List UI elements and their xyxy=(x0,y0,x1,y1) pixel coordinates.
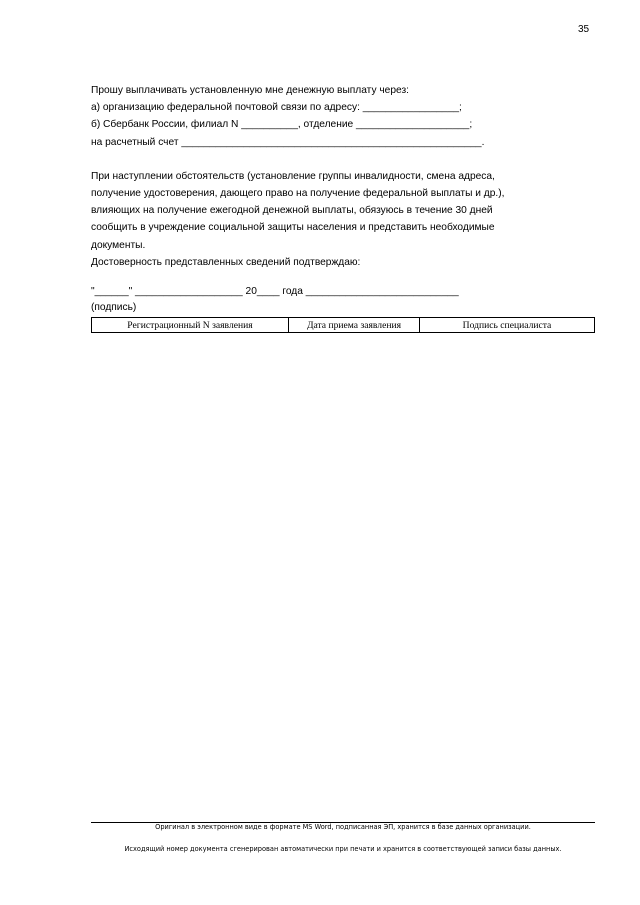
registration-table xyxy=(91,317,595,333)
table-header-row xyxy=(92,318,595,333)
registration-number-header: Регистрационный N заявления xyxy=(92,318,289,333)
payment-request-intro: Прошу выплачивать установленную мне денежную выплату через: xyxy=(91,85,409,96)
application-body xyxy=(91,82,561,271)
obligation-line-1: При наступлении обстоятельств (установление группы инвалидности, смена адреса, xyxy=(91,170,495,182)
specialist-signature-header: Подпись специалиста xyxy=(420,318,595,333)
footer-original-note: Оригинал в электронном виде в формате MS Word, подписанная ЭП, хранится в базе данных организации. xyxy=(155,823,531,831)
payment-account: на расчетный счет _____________________________________________________. xyxy=(91,136,485,148)
page-number: 35 xyxy=(578,24,590,35)
payment-option-post: а) организацию федеральной почтовой связи по адресу: _________________; xyxy=(91,102,462,114)
confirmation-statement: Достоверность представленных сведений подтверждаю: xyxy=(91,256,361,268)
footer-outgoing-number-note: Исходящий номер документа сгенерирован автоматически при печати и хранится в соответствующей записи базы данных. xyxy=(124,845,562,853)
date-signature-line: "______" ___________________ 20____ года ___________________________ xyxy=(91,286,459,297)
payment-option-sberbank: б) Сбербанк России, филиал N __________, отделение ____________________; xyxy=(91,119,473,131)
signature-label: (подпись) xyxy=(91,302,137,313)
obligation-line-3: влияющих на получение ежегодной денежной выплаты, обязуюсь в течение 30 дней xyxy=(91,205,493,217)
obligation-line-4: сообщить в учреждение социальной защиты населения и представить необходимые xyxy=(91,222,495,234)
acceptance-date-header: Дата приема заявления xyxy=(289,318,420,333)
obligation-line-2: получение удостоверения, дающего право на получение федеральной выплаты и др.), xyxy=(91,188,505,200)
paragraph-gap xyxy=(91,151,561,168)
obligation-line-5: документы. xyxy=(91,239,146,251)
